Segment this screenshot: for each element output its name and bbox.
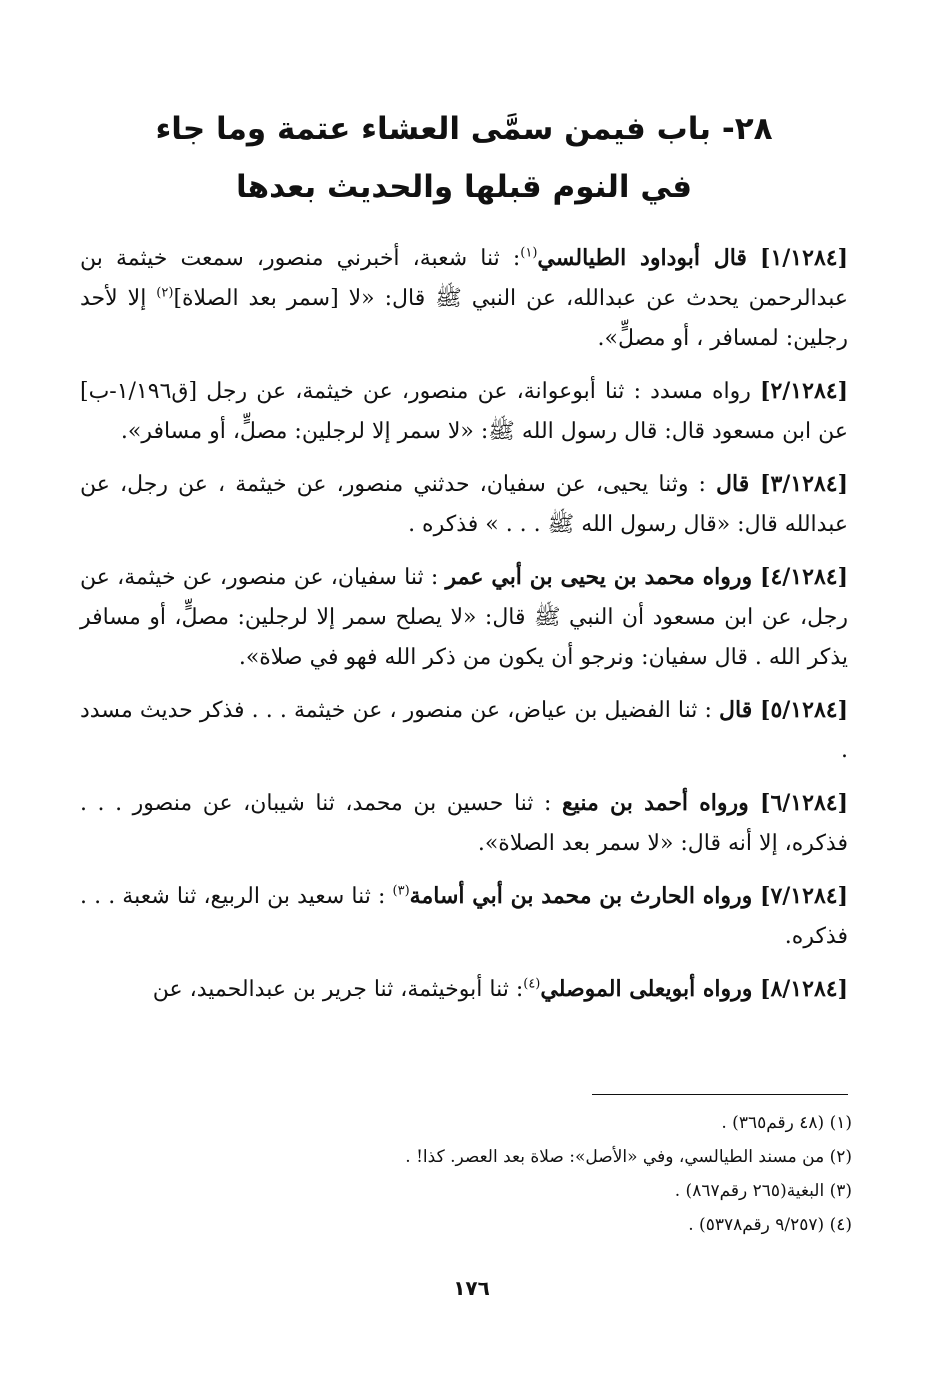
footnote-marker: (١) xyxy=(520,245,538,261)
page-number: ١٧٦ xyxy=(453,1276,490,1300)
entry-ref: [٦/١٢٨٤] xyxy=(760,790,848,816)
footnotes xyxy=(80,1106,852,1242)
entry-ref: [١/١٢٨٤] xyxy=(760,245,848,271)
entry-narrator: ورواه أحمد بن منيع xyxy=(561,790,761,816)
entry-text: : ثنا الفضيل بن عياض، عن منصور ، عن خيثمة . . . فذكر حديث مسدد . xyxy=(80,698,848,763)
entry-ref: [٣/١٢٨٤] xyxy=(760,471,848,497)
hadith-entry-6 xyxy=(80,783,848,864)
entry-text: : ثنا حسين بن محمد، ثنا شيبان، عن منصور . . . فذكره، إلا أنه قال: «لا سمر بعد الصلاة». xyxy=(80,791,848,856)
entry-ref: [٥/١٢٨٤] xyxy=(760,697,848,723)
hadith-entry-2 xyxy=(80,371,848,452)
entry-text: : ثنا شعبة، أخبرني منصور، سمعت خيثمة بن عبدالرحمن يحدث عن عبدالله، عن النبي ﷺ قال: «لا [سمر بعد الصلاة] xyxy=(80,246,848,311)
footnote-1: (١) (٤٨ رقم٣٦٥) . xyxy=(721,1113,852,1133)
hadith-entry-7 xyxy=(80,876,848,957)
entry-ref: [٨/١٢٨٤] xyxy=(760,976,848,1002)
entry-ref: [٤/١٢٨٤] xyxy=(760,564,848,590)
entry-ref: [٧/١٢٨٤] xyxy=(760,883,848,909)
entry-text: : ثنا سفيان، عن منصور، عن خيثمة، عن رجل، عن ابن مسعود أن النبي ﷺ قال: «لا يصلح سمر إلا لرجلين: مصلٍّ، أو مسافر يذكر الله . قال سفيان: ونرجو أن يكون من ذكر الله فهو في صلاة». xyxy=(80,565,848,670)
chapter-title-line-1: ٢٨- باب فيمن سمَّى العشاء عتمة وما جاء xyxy=(155,111,773,147)
page-body xyxy=(80,100,848,1022)
entry-narrator: ورواه أبويعلى الموصلي xyxy=(540,976,761,1002)
entry-narrator: قال أبوداود الطيالسي xyxy=(537,245,747,271)
hadith-entry-5 xyxy=(80,690,848,771)
entry-text: : ثنا أبوخيثمة، ثنا جرير بن عبدالحميد، عن xyxy=(152,977,524,1002)
entry-text: إلا لأحد رجلين: لمسافر ، أو مصلٍّ». xyxy=(80,286,848,351)
footnote-2: (٢) من مسند الطيالسي، وفي «الأصل»: صلاة بعد العصر. كذا! . xyxy=(405,1147,852,1167)
hadith-entry-1 xyxy=(80,238,848,359)
entry-text: : وثنا يحيى، عن سفيان، حدثني منصور، عن خيثمة ، عن رجل، عن عبدالله قال: «قال رسول الله ﷺ . . . » فذكره . xyxy=(80,472,848,537)
entry-text: : ثنا سعيد بن الربيع، ثنا شعبة . . . فذكره. xyxy=(80,884,848,949)
hadith-entry-3 xyxy=(80,464,848,545)
footnote-marker: (٢) xyxy=(156,285,174,301)
footnote-separator xyxy=(592,1094,848,1095)
chapter-title-line-2: في النوم قبلها والحديث بعدها xyxy=(235,169,693,205)
footnote-marker: (٣) xyxy=(392,883,410,899)
entry-narrator: قال xyxy=(716,471,761,497)
footnote-4: (٤) (٩/٢٥٧ رقم٥٣٧٨) . xyxy=(688,1215,852,1235)
footnote-3: (٣) البغية(٢٦٥ رقم٨٦٧) . xyxy=(674,1181,852,1201)
footnote-marker: (٤) xyxy=(523,976,541,992)
entry-text: رواه مسدد : ثنا أبوعوانة، عن منصور، عن خيثمة، عن رجل [ق١/١٩٦-ب] عن ابن مسعود قال: قال رسول الله ﷺ: «لا سمر إلا لرجلين: مصلٍّ، أو مسافر». xyxy=(80,379,848,444)
hadith-entry-4 xyxy=(80,557,848,678)
hadith-entry-8 xyxy=(80,969,848,1010)
entry-ref: [٢/١٢٨٤] xyxy=(760,378,848,404)
entry-narrator: ورواه الحارث بن محمد بن أبي أسامة xyxy=(409,883,761,909)
entry-narrator: ورواه محمد بن يحيى بن أبي عمر xyxy=(445,564,761,590)
entry-narrator: قال xyxy=(719,697,761,723)
chapter-title xyxy=(80,100,848,216)
